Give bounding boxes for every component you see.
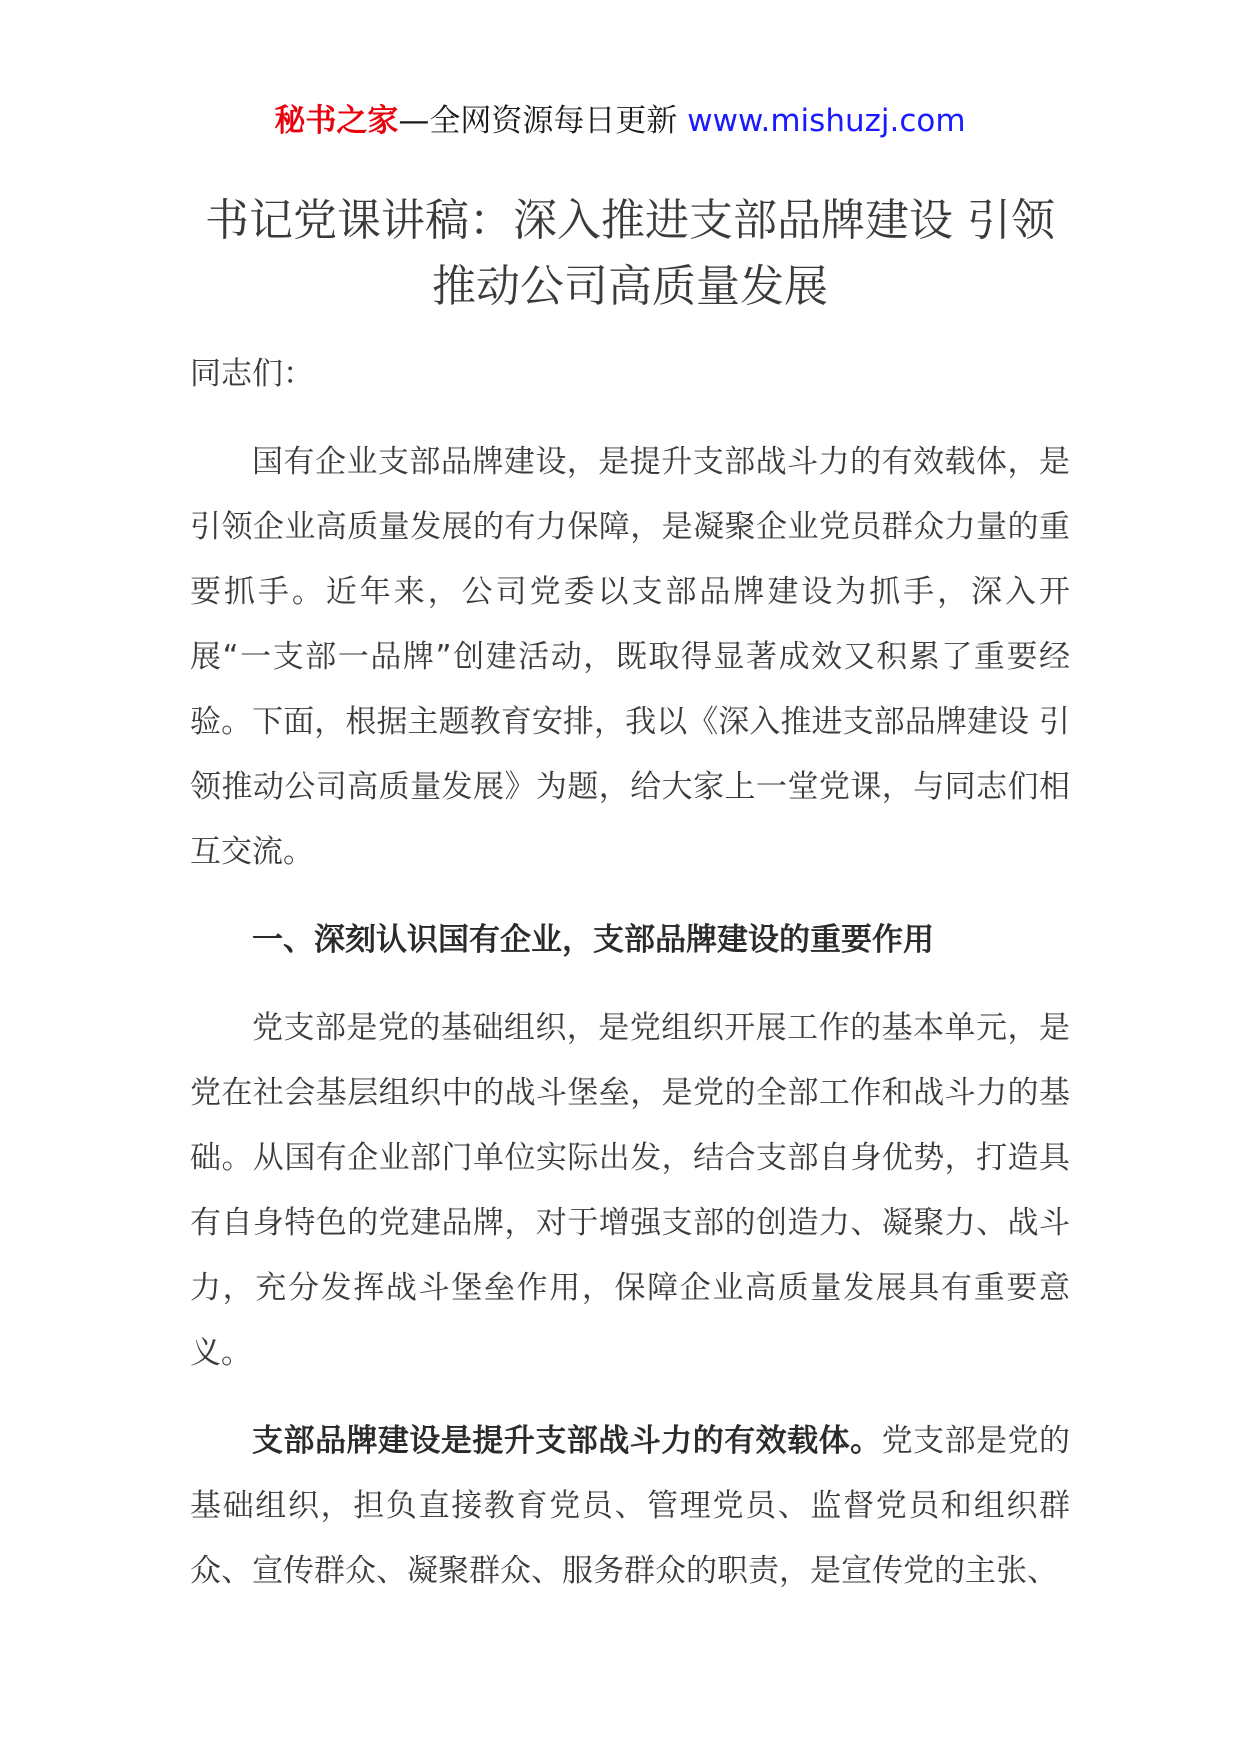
point-paragraph [190,1409,1070,1604]
site-header [0,98,1240,144]
brand-name: 秘书之家 [274,103,399,139]
intro-paragraph: 国有企业支部品牌建设，是提升支部战斗力的有效载体，是引领企业高质量发展的有力保障，是凝聚企业党员群众力量的重要抓手。近年来，公司党委以支部品牌建设为抓手，深入开展“一支部一品牌”创建活动，既取得显著成效又积累了重要经验。下面，根据主题教育安排，我以《深入推进支部品牌建设 引领推动公司高质量发展》为题，给大家上一堂党课，与同志们相互交流。 [190,444,1070,870]
document-title: 书记党课讲稿：深入推进支部品牌建设 引领推动公司高质量发展 [205,195,1055,312]
document-body [190,342,1070,1627]
site-url-link[interactable]: www.mishuzj.com [687,103,966,139]
section-paragraph: 党支部是党的基础组织，是党组织开展工作的基本单元，是党在社会基层组织中的战斗堡垒，是党的全部工作和战斗力的基础。从国有企业部门单位实际出发，结合支部自身优势，打造具有自身特色的党建品牌，对于增强支部的创造力、凝聚力、战斗力，充分发挥战斗堡垒作用，保障企业高质量发展具有重要意义。 [190,1010,1070,1371]
point-lead-sentence: 支部品牌建设是提升支部战斗力的有效载体。 [252,1423,882,1459]
salutation: 同志们： [190,356,314,392]
header-slogan: —全网资源每日更新 [398,103,678,139]
point-body-text: 党支部是党的基础组织，担负直接教育党员、管理党员、监督党员和组织群众、宣传群众、凝聚群众、服务群众的职责，是宣传党的主张、 [190,1423,1071,1589]
section-heading: 一、深刻认识国有企业，支部品牌建设的重要作用 [252,922,934,958]
